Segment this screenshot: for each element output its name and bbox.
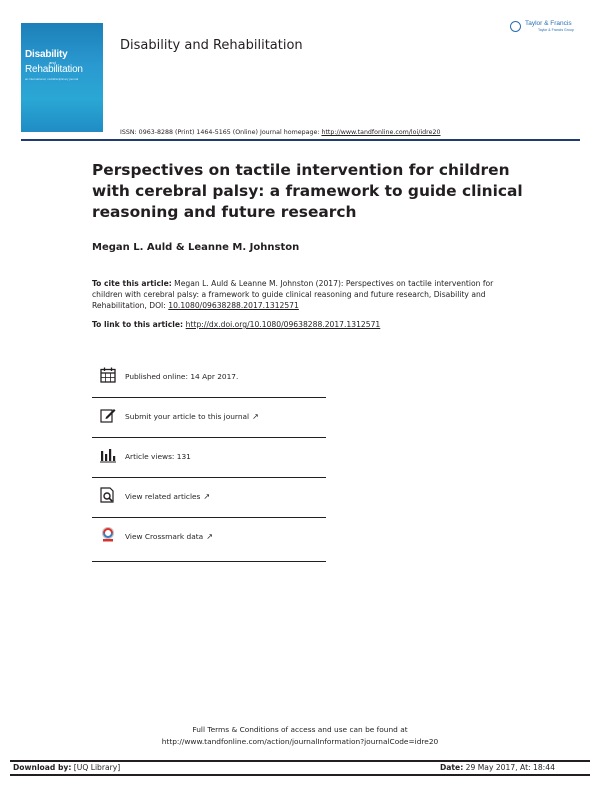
header-divider [21, 139, 580, 141]
related-articles-icon [100, 487, 116, 503]
download-bar [10, 760, 590, 774]
cover-subtitle: an international, multidisciplinary journal [25, 77, 79, 81]
cover-title-line2: and [49, 60, 56, 65]
citation-doi-link[interactable]: 10.1080/09638288.2017.1312571 [168, 301, 299, 310]
article-link-line [92, 320, 380, 329]
download-bar-top-rule [10, 760, 590, 762]
row-divider [92, 477, 326, 478]
article-link-label: To link to this article: [92, 320, 186, 329]
external-link-icon: ↗ [203, 492, 211, 501]
row-divider [92, 437, 326, 438]
article-authors: Megan L. Auld & Leanne M. Johnston [92, 242, 300, 253]
crossmark-icon [100, 527, 116, 543]
row-divider [92, 561, 326, 562]
issn-text: ISSN: 0963-8288 (Print) 1464-5165 (Online) Journal homepage: [120, 129, 322, 136]
terms-url[interactable]: http://www.tandfonline.com/action/journalInformation?journalCode=idre20 [161, 737, 439, 746]
publisher-logo-icon [510, 21, 521, 32]
external-link-icon: ↗ [206, 532, 213, 541]
terms-line: Full Terms & Conditions of access and use can be found at [192, 725, 408, 734]
bar-chart-icon [100, 447, 116, 463]
download-date: Date: 29 May 2017, At: 18:44 [440, 763, 555, 772]
citation-block [92, 278, 522, 311]
journal-title: Disability and Rehabilitation [120, 38, 303, 53]
citation-text: Megan L. Auld & Leanne M. Johnston (2017): Perspectives on tactile intervention for children with cerebral palsy: a framework to guide clinical reasoning and future research, Disability and Rehabilitation, DOI: [92, 279, 494, 310]
article-title: Perspectives on tactile intervention for children with cerebral palsy: a framework to guide clinical reasoning and future research [92, 161, 523, 221]
related-articles-link[interactable]: View related articles ↗ [125, 492, 211, 501]
edit-icon [100, 407, 116, 423]
external-link-icon: ↗ [252, 412, 259, 421]
journal-cover [21, 23, 103, 132]
terms-footer [0, 724, 600, 748]
article-views-text: Article views: 131 [125, 452, 191, 461]
download-bar-bottom-rule [10, 774, 590, 776]
publisher-name: Taylor & Francis [525, 20, 572, 27]
crossmark-link[interactable]: View Crossmark data ↗ [125, 532, 213, 541]
row-divider [92, 397, 326, 398]
downloaded-by: Download by: [UQ Library] [13, 763, 121, 772]
issn-line [120, 129, 441, 136]
publisher-subname: Taylor & Francis Group [538, 28, 574, 32]
article-doi-url[interactable]: http://dx.doi.org/10.1080/09638288.2017.1312571 [185, 320, 381, 329]
cover-title-line1: Disability [25, 49, 68, 60]
row-divider [92, 517, 326, 518]
publisher-logo [510, 20, 582, 34]
citation-label: To cite this article: [92, 279, 172, 288]
cover-title-line3: Rehabilitation [25, 64, 83, 75]
calendar-icon [100, 367, 116, 383]
published-online-text: Published online: 14 Apr 2017. [125, 372, 239, 381]
journal-homepage-link[interactable]: http://www.tandfonline.com/loi/idre20 [321, 129, 441, 136]
submit-article-link[interactable]: Submit your article to this journal ↗ [125, 412, 259, 421]
